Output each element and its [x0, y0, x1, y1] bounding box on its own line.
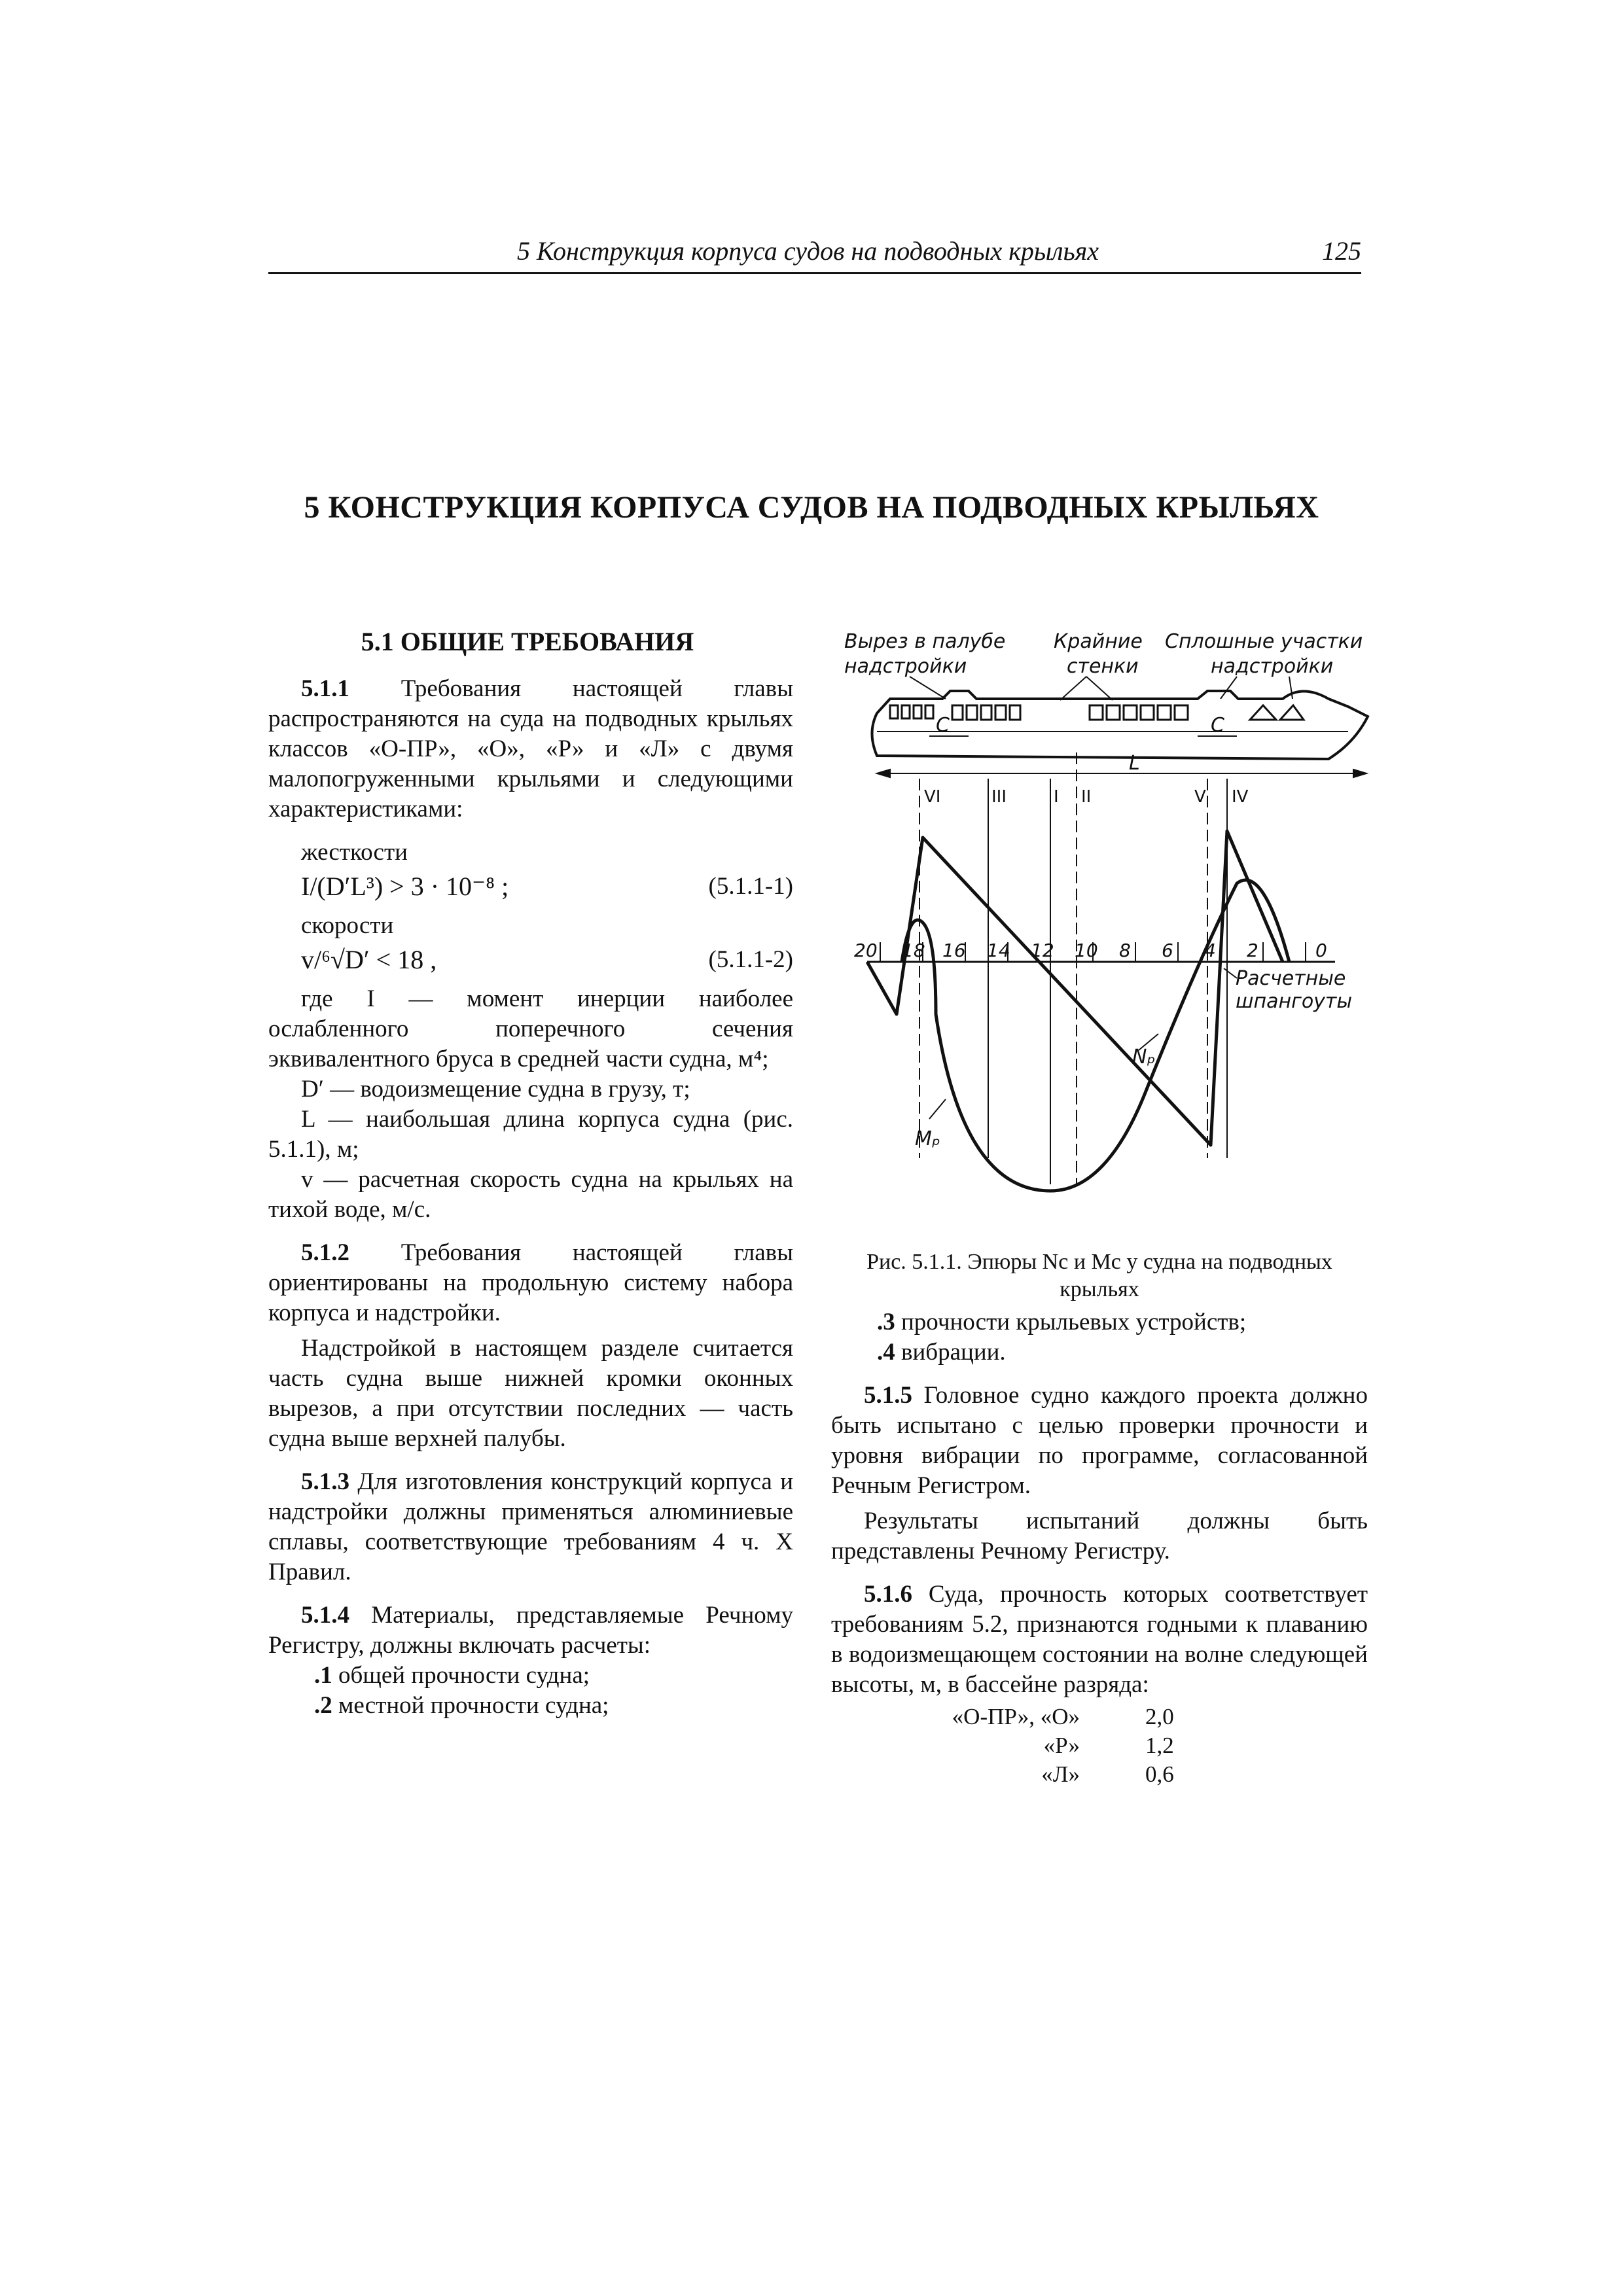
section-label: VI	[924, 787, 941, 807]
window	[1010, 705, 1020, 720]
section-label: I	[1054, 787, 1059, 807]
figure-caption: Рис. 5.1.1. Эпюры Nc и Mc у судна на подводных крыльях	[866, 1250, 1332, 1301]
label-cutout-line1: Вырез в палубе	[844, 630, 1006, 653]
clause-text: Суда, прочность которых соответствует требованиям 5.2, признаются годными к плаванию в водоизмещающем состоянии на волне следующей высоты, м, в бассейне разряда:	[831, 1581, 1368, 1698]
table-row	[831, 1731, 1174, 1760]
label-stiffness: жесткости	[301, 839, 408, 866]
list-text: общей прочности судна;	[332, 1662, 590, 1689]
frame-number: 0	[1315, 940, 1327, 961]
arrow-left-icon	[877, 769, 890, 777]
table-row	[831, 1703, 1174, 1731]
windows-row	[890, 705, 1304, 720]
section-label: II	[1081, 787, 1092, 807]
window	[1175, 705, 1188, 720]
label-mp: Mₚ	[915, 1127, 940, 1150]
label-c-left: C	[936, 714, 950, 737]
frame-number: 4	[1204, 940, 1216, 961]
frame-number: 20	[854, 940, 878, 961]
list-item	[877, 1307, 1368, 1337]
window	[952, 705, 963, 720]
wave-height: 2,0	[1145, 1704, 1174, 1729]
label-end-walls-line2: стенки	[1067, 655, 1139, 678]
list-number: .1	[314, 1662, 332, 1689]
window	[1250, 705, 1276, 720]
section-title: 5.1 ОБЩИЕ ТРЕБОВАНИЯ	[361, 627, 694, 656]
clause-number: 5.1.3	[301, 1468, 349, 1495]
clause-number: 5.1.2	[301, 1239, 349, 1266]
leader-line	[1086, 677, 1113, 700]
wave-height-table	[831, 1703, 1174, 1789]
label-c-right: C	[1211, 714, 1224, 737]
window	[902, 705, 910, 718]
frame-number: 18	[902, 940, 925, 961]
frame-number: 12	[1031, 940, 1054, 961]
wave-height: 0,6	[1145, 1761, 1174, 1787]
list-text: прочности крыльевых устройств;	[895, 1309, 1247, 1335]
list-text: местной прочности судна;	[332, 1692, 609, 1719]
river-category: «Л»	[1041, 1761, 1080, 1787]
clause-number: 5.1.4	[301, 1602, 349, 1629]
clause-text: Для изготовления конструкций корпуса и надстройки должны применяться алюминиевые сплавы, соответствующие требованиям 4 ч. X Правил.	[268, 1468, 793, 1585]
list-item	[314, 1691, 793, 1721]
clause-number: 5.1.5	[864, 1382, 912, 1409]
curve-mp	[902, 880, 1289, 1191]
definition-D: D′ — водоизмещение судна в грузу, т;	[301, 1076, 690, 1103]
paragraph-5-1-5	[831, 1381, 1368, 1501]
window	[914, 705, 921, 718]
leader-line	[1060, 677, 1086, 700]
chapter-title: 5 КОНСТРУКЦИЯ КОРПУСА СУДОВ НА ПОДВОДНЫХ КРЫЛЬЯХ	[304, 490, 1319, 525]
definition-I: где I — момент инерции наиболее ослабленного поперечного сечения эквивалентного бруса в средней части судна, м⁴;	[268, 985, 793, 1072]
section-label: V	[1194, 787, 1206, 807]
clause-number: 5.1.6	[864, 1581, 912, 1608]
list-item	[314, 1661, 793, 1691]
frame-number: 6	[1162, 940, 1173, 961]
window	[925, 705, 933, 718]
frame-number: 14	[987, 940, 1010, 961]
list-item	[877, 1337, 1368, 1368]
formula-row-1	[268, 872, 793, 902]
running-header	[268, 236, 1361, 274]
definition-L: L — наибольшая длина корпуса судна (рис. 5.1.1), м;	[268, 1106, 793, 1163]
clause-number: 5.1.1	[301, 675, 349, 702]
wave-height: 1,2	[1145, 1733, 1174, 1758]
window	[967, 705, 977, 720]
leader-line	[910, 677, 946, 699]
leader-line	[1224, 968, 1237, 978]
river-category: «Р»	[1043, 1733, 1080, 1758]
running-title: 5 Конструкция корпуса судов на подводных крыльях	[517, 236, 1099, 266]
formula-number: (5.1.1-2)	[708, 946, 793, 973]
label-speed: скорости	[301, 912, 394, 939]
arrow-right-icon	[1353, 769, 1366, 777]
frame-number: 2	[1247, 940, 1258, 961]
right-column	[831, 1307, 1368, 1789]
window	[995, 705, 1006, 720]
wave-height-table-body	[831, 1703, 1174, 1789]
label-L: L	[1129, 752, 1140, 775]
hull-outline	[872, 691, 1368, 759]
curve-np	[867, 831, 1283, 1145]
label-np: Nₚ	[1132, 1046, 1156, 1069]
paragraph-5-1-6	[831, 1580, 1368, 1700]
label-solid-line2: надстройки	[1211, 655, 1334, 678]
window	[1124, 705, 1137, 720]
section-lines	[919, 752, 1227, 1184]
paragraph-5-1-2	[268, 1238, 793, 1328]
formula-speed: v/⁶√D′ < 18 ,	[301, 945, 437, 974]
list-number: .3	[877, 1309, 895, 1335]
definition-v: v — расчетная скорость судна на крыльях на тихой воде, м/с.	[268, 1166, 793, 1223]
label-cutout-line2: надстройки	[844, 655, 967, 678]
paragraph-5-1-3	[268, 1467, 793, 1587]
window	[1158, 705, 1171, 720]
paragraph-5-1-4	[268, 1600, 793, 1661]
window	[1107, 705, 1120, 720]
page-number: 125	[1322, 236, 1361, 266]
list-number: .4	[877, 1339, 895, 1366]
label-frames-line1: Расчетные	[1236, 967, 1346, 990]
label-end-walls-line1: Крайние	[1054, 630, 1143, 653]
figure-hull-diagram	[831, 622, 1374, 1250]
frame-number: 10	[1075, 940, 1098, 961]
river-category: «О-ПР», «О»	[952, 1704, 1080, 1729]
clause-text: Головное судно каждого проекта должно быть испытано с целью проверки прочности и уровня вибрации по программе, согласованной Речным Регистром.	[831, 1382, 1368, 1499]
paragraph-5-1-1	[268, 674, 793, 824]
window	[981, 705, 991, 720]
frame-number: 8	[1119, 940, 1131, 961]
section-label: IV	[1232, 787, 1249, 807]
formula-row-2	[268, 945, 793, 975]
window	[1280, 705, 1304, 720]
formula-number: (5.1.1-1)	[708, 873, 793, 900]
list-text: вибрации.	[895, 1339, 1006, 1366]
section-label: III	[991, 787, 1007, 807]
leader-line	[929, 1099, 946, 1119]
label-solid-line1: Сплошные участки	[1165, 630, 1363, 653]
clause-text: Материалы, представляемые Речному Регистру, должны включать расчеты:	[268, 1602, 793, 1659]
clause-text: Требования настоящей главы ориентированы на продольную систему набора корпуса и надстройки.	[268, 1239, 793, 1326]
window	[1141, 705, 1154, 720]
label-frames-line2: шпангоуты	[1236, 990, 1353, 1013]
frame-number: 16	[942, 940, 966, 961]
paragraph-5-1-5-b: Результаты испытаний должны быть представлены Речному Регистру.	[831, 1508, 1368, 1564]
length-dimension	[877, 769, 1366, 777]
paragraph-5-1-2-b: Надстройкой в настоящем разделе считается часть судна выше нижней кромки оконных вырезов, а при отсутствии последних — часть судна выше верхней палубы.	[268, 1335, 793, 1452]
window	[890, 705, 898, 718]
list-number: .2	[314, 1692, 332, 1719]
clause-text: Требования настоящей главы распространяются на суда на подводных крыльях классов «О-ПР», «О», «Р» и «Л» с двумя малопогруженными крыльями и следующими характеристиками:	[268, 675, 793, 822]
left-column	[268, 627, 793, 1721]
window	[1090, 705, 1103, 720]
formula-stiffness: I/(D′L³) > 3 · 10⁻⁸ ;	[301, 872, 509, 901]
table-row	[831, 1760, 1174, 1789]
